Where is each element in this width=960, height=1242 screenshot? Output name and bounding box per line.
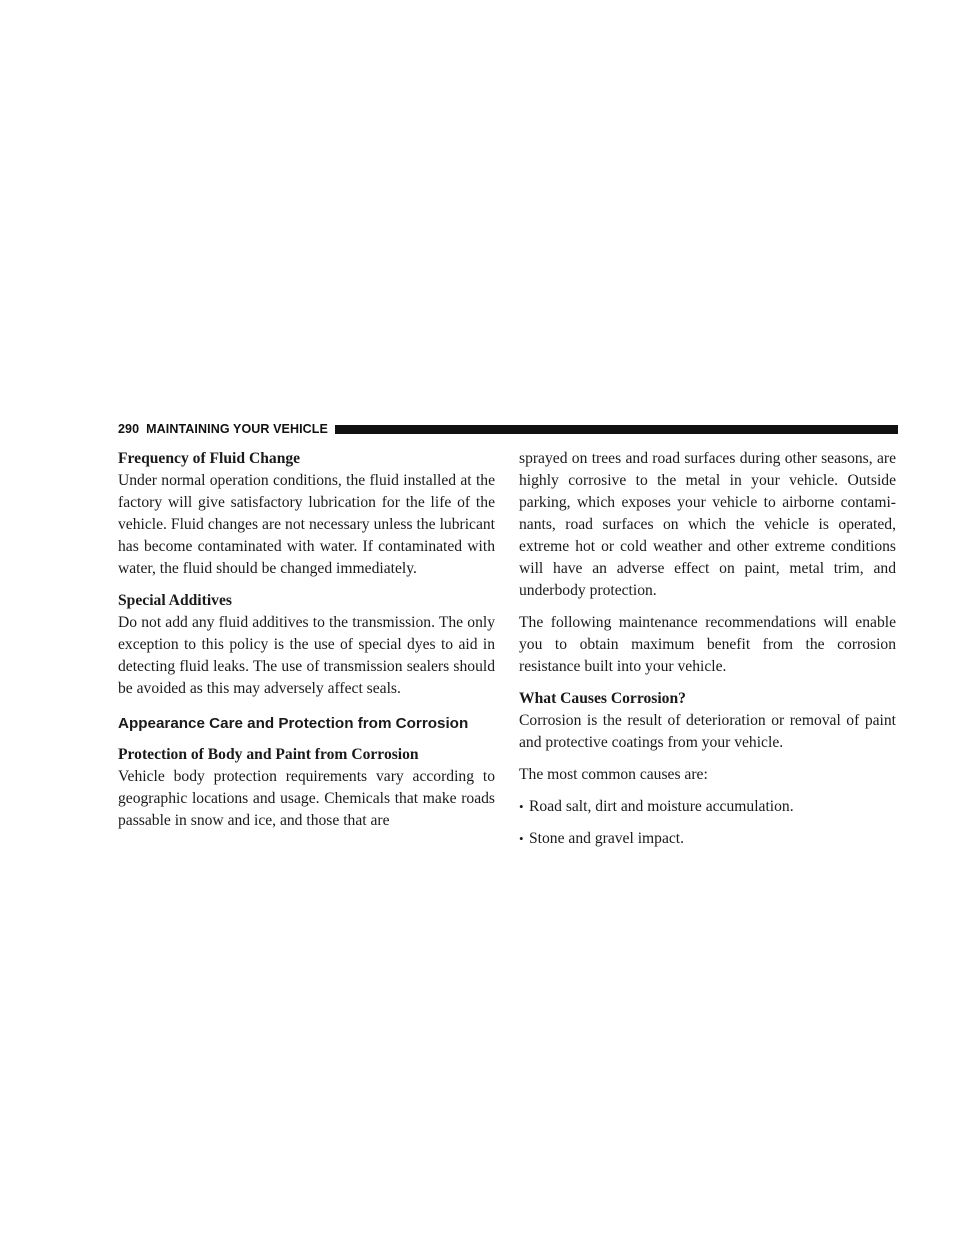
causes-heading: What Causes Corrosion? bbox=[519, 690, 686, 707]
header-rule bbox=[335, 425, 898, 434]
protection-heading: Protection of Body and Paint from Corrosion bbox=[118, 746, 419, 763]
continued-paragraph: sprayed on trees and road surfaces during other seasons, are highly corrosive to the metal in your vehicle. Outside parking, which exposes your vehicle to airborne contaminants, road surfaces on which the vehicle is operated, extreme hot or cold weather and other extreme conditions will have an adverse effect on paint, metal trim, and underbody protection. bbox=[519, 450, 896, 599]
fluid-change-paragraph: Under normal operation conditions, the fluid installed at the factory will give satisfactory lubrication for the life of the vehicle. Fluid changes are not necessary unless the lubricant has become contaminated with water. If contaminated with water, the fluid should be changed immediately. bbox=[118, 472, 495, 577]
fluid-change-heading: Frequency of Fluid Change bbox=[118, 450, 301, 467]
list-item bbox=[519, 828, 896, 850]
protection-paragraph: Vehicle body protection requirements vary according to geographic locations and usage. Chemicals that make roads passable in snow and ice, and those that are bbox=[118, 768, 495, 829]
list-item-text: Road salt, dirt and moisture accumulation. bbox=[529, 798, 794, 815]
bullet-icon: • bbox=[519, 831, 524, 846]
causes-paragraph: Corrosion is the result of deterioration or removal of paint and protective coatings from your vehicle. bbox=[519, 712, 896, 751]
section-title: MAINTAINING YOUR VEHICLE bbox=[146, 422, 328, 436]
common-causes-intro: The most common causes are: bbox=[519, 766, 708, 783]
appearance-section-heading: Appearance Care and Protection from Corrosion bbox=[118, 715, 469, 732]
page-number: 290 bbox=[118, 422, 140, 436]
list-item-text: Stone and gravel impact. bbox=[529, 830, 685, 847]
list-item bbox=[519, 796, 896, 818]
page-header bbox=[118, 422, 898, 436]
additives-paragraph: Do not add any fluid additives to the transmission. The only exception to this policy is the use of special dyes to aid in detecting fluid leaks. The use of transmission sealers should be avoided as this may adversely affect seals. bbox=[118, 614, 495, 697]
left-column bbox=[118, 448, 495, 842]
recommendations-paragraph: The following maintenance recommendations will enable you to obtain maximum benefit from the corrosion resistance built into your vehicle. bbox=[519, 614, 896, 675]
causes-list bbox=[519, 796, 896, 850]
right-column bbox=[519, 448, 896, 860]
bullet-icon: • bbox=[519, 799, 524, 814]
additives-heading: Special Additives bbox=[118, 592, 232, 609]
